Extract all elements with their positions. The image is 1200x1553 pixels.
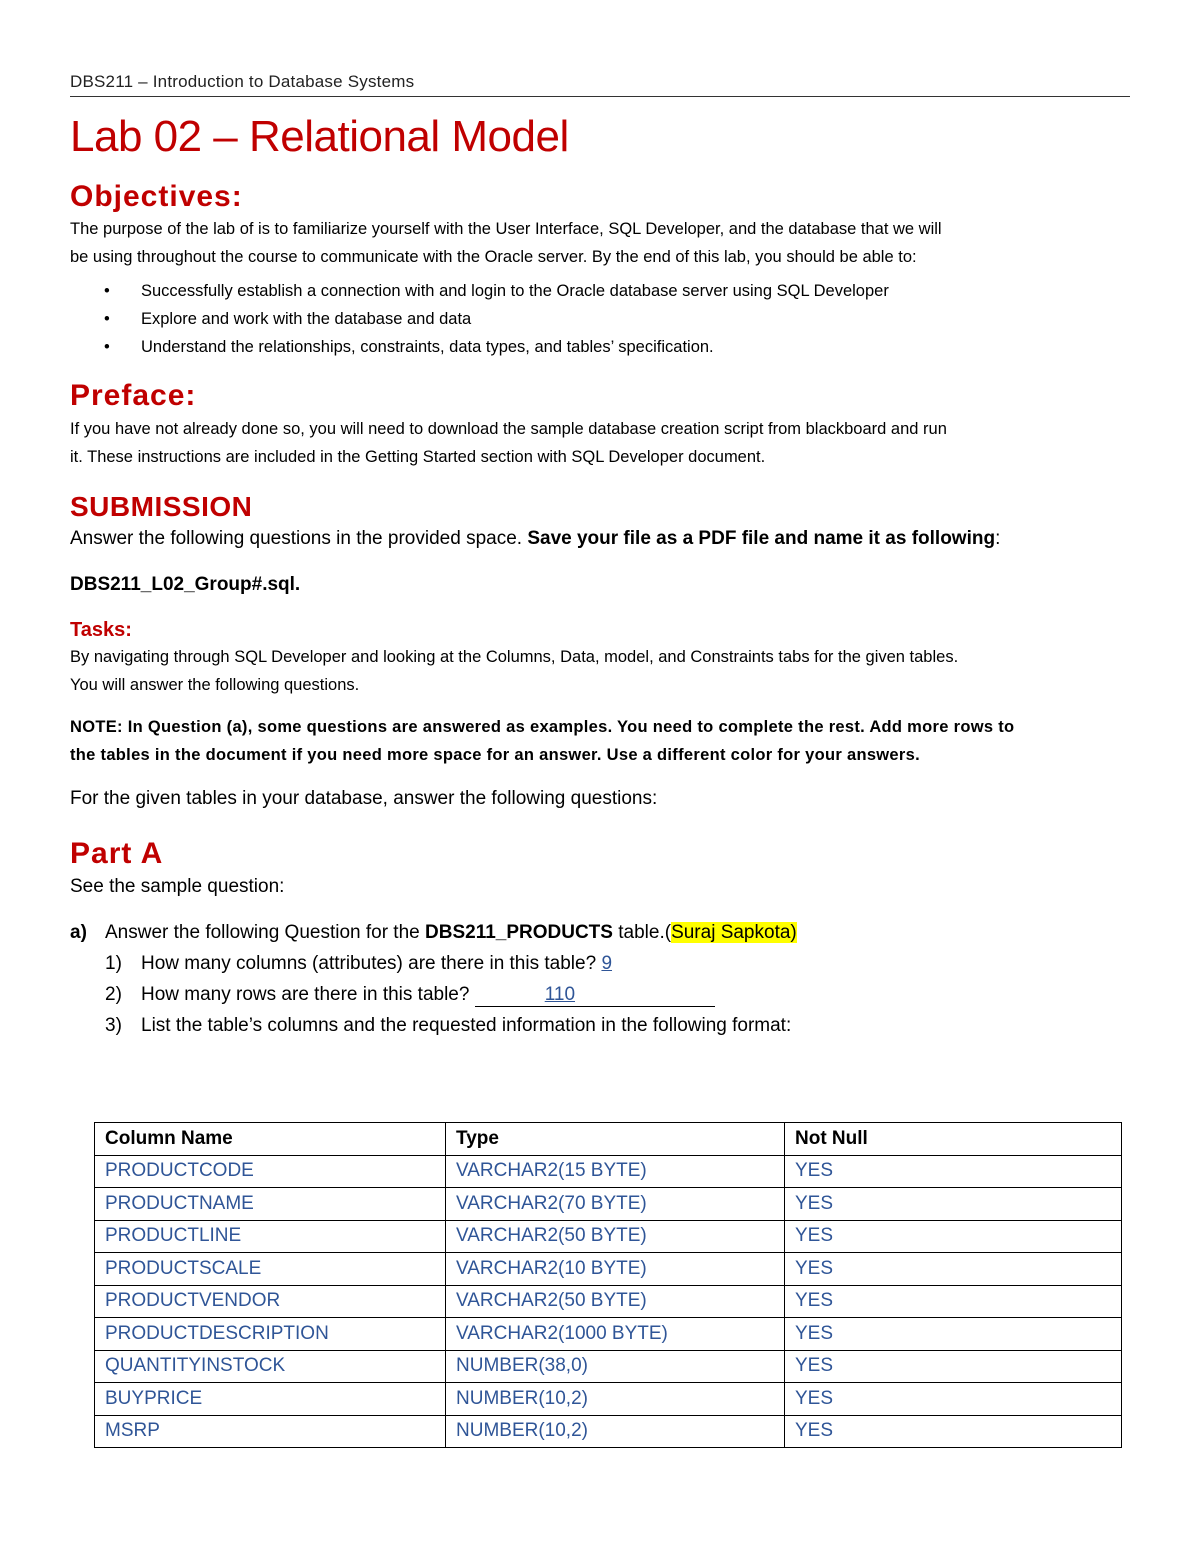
preface-line1: If you have not already done so, you will need to download the sample database creation script from blackboard and run	[70, 420, 947, 438]
part-a-sample: See the sample question:	[70, 876, 285, 897]
tasks-prompt: For the given tables in your database, answer the following questions:	[70, 788, 658, 809]
list-item: • Understand the relationships, constraints, data types, and tables’ specification.	[70, 333, 1130, 361]
preface-heading: Preface:	[70, 379, 197, 412]
columns-table	[94, 1122, 1122, 1448]
objectives-heading: Objectives:	[70, 180, 243, 213]
submission-heading: SUBMISSION	[70, 491, 253, 522]
document-page	[70, 70, 1130, 1442]
preface-line2: it. These instructions are included in the Getting Started section with SQL Developer document.	[70, 448, 766, 466]
table-row: MSRP NUMBER(10,2) YES	[95, 1415, 1122, 1448]
table-row: PRODUCTVENDOR VARCHAR2(50 BYTE) YES	[95, 1285, 1122, 1318]
bullet-icon: •	[104, 338, 110, 356]
running-header: DBS211 – Introduction to Database Systems	[70, 70, 1130, 97]
objectives-intro-line1: The purpose of the lab of is to familiarize yourself with the User Interface, SQL Developer, and the database that we will	[70, 220, 942, 238]
question-a-label: a)	[70, 922, 87, 943]
answer-columns: 9	[601, 953, 613, 974]
header-not-null: Not Null	[785, 1123, 1122, 1156]
question-item-1: 1) How many columns (attributes) are there in this table? 9	[105, 953, 613, 974]
page-title: Lab 02 – Relational Model	[70, 112, 569, 161]
answer-blank	[475, 984, 715, 1007]
question-a: a) Answer the following Question for the DBS211_PRODUCTS table.(Suraj Sapkota)	[70, 917, 1130, 948]
note-line1: NOTE: In Question (a), some questions are answered as examples. You need to complete the rest. Add more rows to	[70, 718, 1015, 736]
table-row: PRODUCTLINE VARCHAR2(50 BYTE) YES	[95, 1220, 1122, 1253]
table-row: PRODUCTDESCRIPTION VARCHAR2(1000 BYTE) YES	[95, 1318, 1122, 1351]
answer-rows: 110	[544, 984, 576, 1005]
tasks-heading: Tasks:	[70, 619, 132, 641]
header-type: Type	[446, 1123, 785, 1156]
table-row: QUANTITYINSTOCK NUMBER(38,0) YES	[95, 1350, 1122, 1383]
table-row: PRODUCTSCALE VARCHAR2(10 BYTE) YES	[95, 1253, 1122, 1286]
submission-filename: DBS211_L02_Group#.sql.	[70, 574, 301, 595]
tasks-line2: You will answer the following questions.	[70, 676, 360, 694]
table-header-row	[95, 1123, 1122, 1156]
list-item: • Explore and work with the database and data	[70, 305, 1130, 333]
header-column-name: Column Name	[95, 1123, 446, 1156]
part-a-heading: Part A	[70, 837, 164, 870]
table-row: PRODUCTNAME VARCHAR2(70 BYTE) YES	[95, 1188, 1122, 1221]
table-row: BUYPRICE NUMBER(10,2) YES	[95, 1383, 1122, 1416]
question-item-3: 3) List the table’s columns and the requested information in the following format:	[105, 1015, 792, 1036]
objectives-intro-line2: be using throughout the course to communicate with the Oracle server. By the end of this lab, you should be able to:	[70, 248, 917, 266]
objectives-list	[70, 277, 1130, 361]
question-a-table: DBS211_PRODUCTS	[425, 922, 613, 943]
author-highlight: Suraj Sapkota)	[671, 922, 797, 943]
note-line2: the tables in the document if you need more space for an answer. Use a different color for your answers.	[70, 746, 920, 764]
bullet-icon: •	[104, 282, 110, 300]
list-item: • Successfully establish a connection with and login to the Oracle database server using SQL Developer	[70, 277, 1130, 305]
bullet-icon: •	[104, 310, 110, 328]
table-row: PRODUCTCODE VARCHAR2(15 BYTE) YES	[95, 1155, 1122, 1188]
submission-instructions: Answer the following questions in the provided space. Save your file as a PDF file and name it as following:	[70, 528, 1001, 549]
tasks-line1: By navigating through SQL Developer and looking at the Columns, Data, model, and Constraints tabs for the given tables.	[70, 648, 959, 666]
question-item-2: 2) How many rows are there in this table? 110	[70, 979, 1130, 1010]
